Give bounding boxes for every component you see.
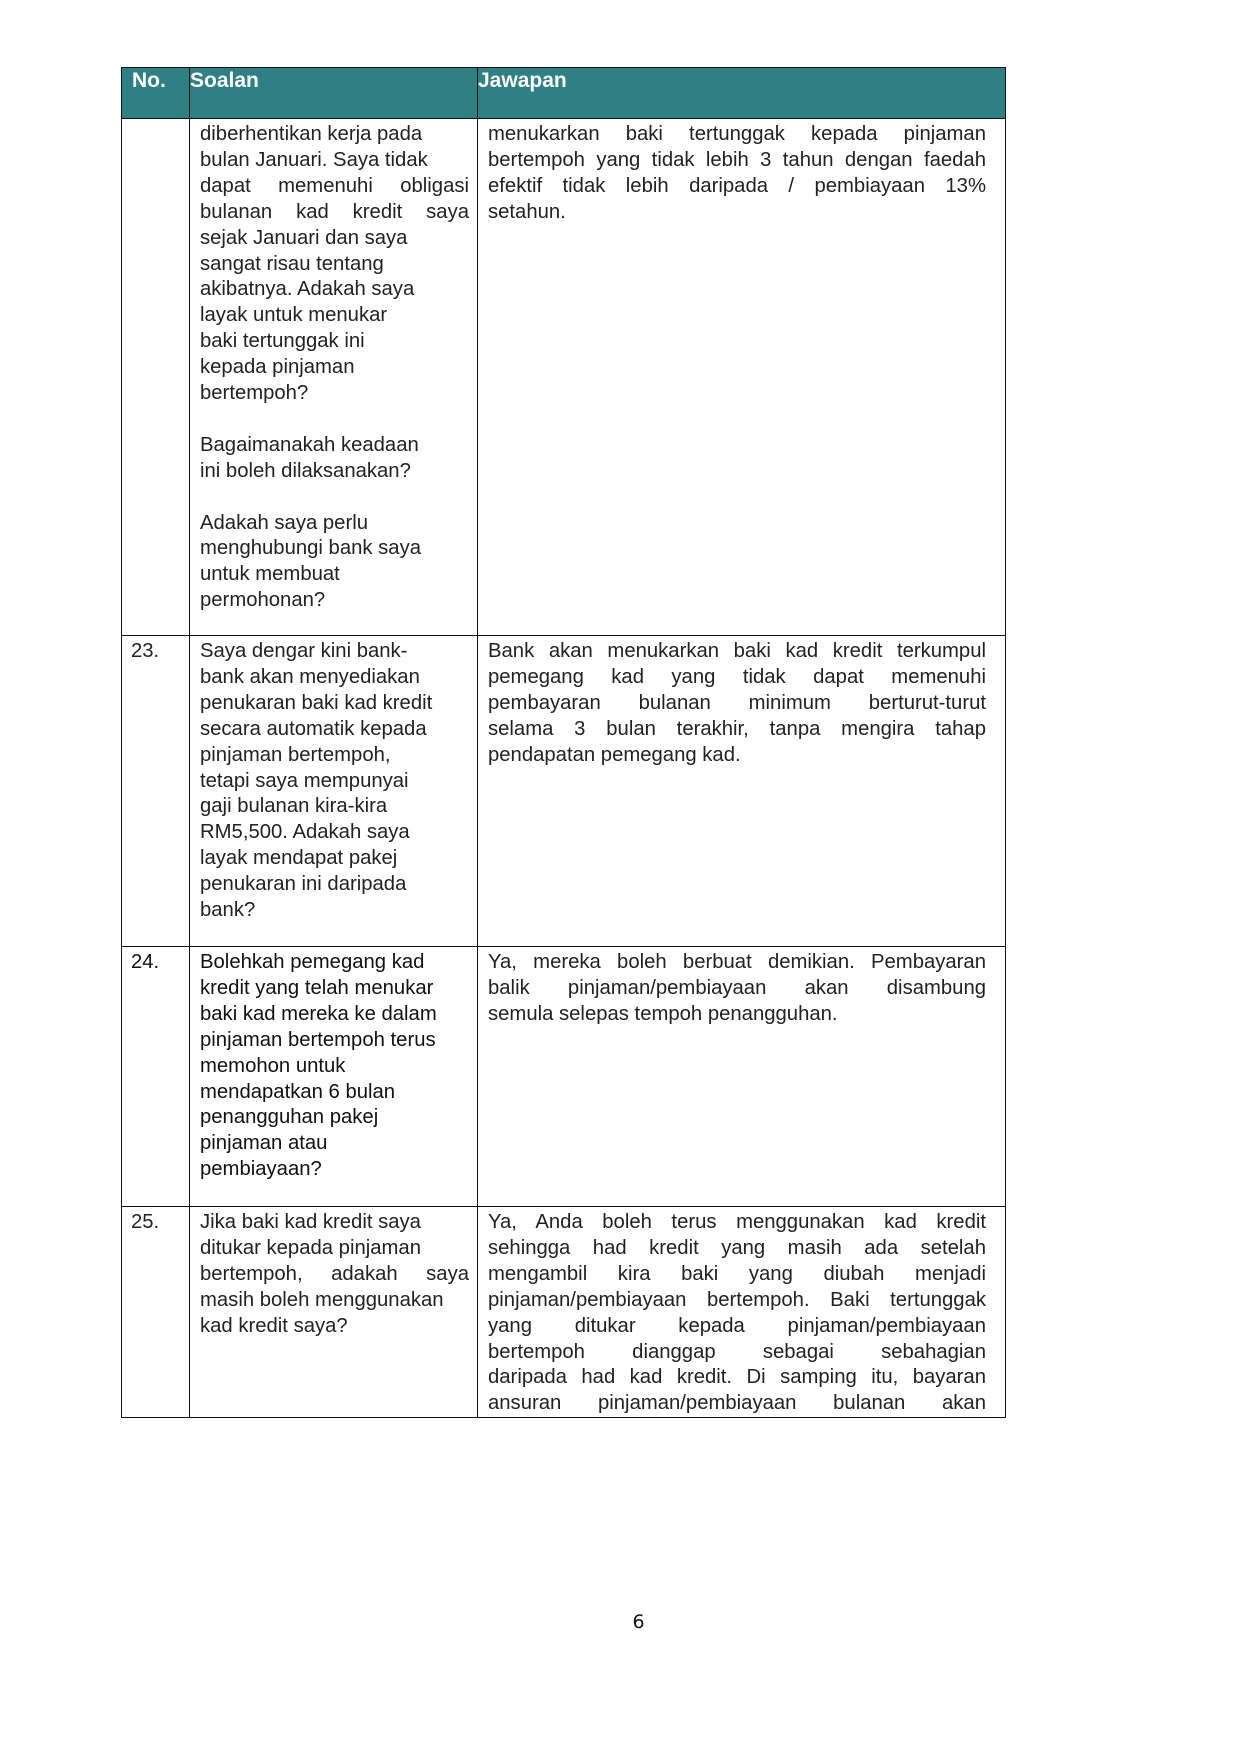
question-line: bulanan kad kredit saya [200, 200, 469, 223]
question-paragraph [200, 950, 469, 1183]
question-line: Bolehkah pemegang kad [200, 951, 425, 973]
answer-cell [478, 636, 1006, 947]
question-line: permohonan? [200, 589, 326, 612]
question-line: untuk membuat [200, 563, 340, 586]
answer-line: selama 3 bulan terakhir, tanpa mengira tahap [488, 717, 986, 740]
question-cell [190, 947, 478, 1207]
answer-line: sehingga had kredit yang masih ada setelah [488, 1236, 986, 1259]
question-line: baki tertunggak ini [200, 330, 365, 353]
column-header-no: No. [122, 68, 190, 119]
question-line: kredit yang telah menukar [200, 976, 434, 999]
answer-line: bertempoh dianggap sebagai sebahagian [488, 1340, 986, 1363]
answer-line: setahun. [488, 200, 566, 223]
table-row [122, 119, 1006, 636]
question-line: ini boleh dilaksanakan? [200, 459, 411, 482]
question-line: Adakah saya perlu [200, 511, 368, 534]
answer-line: pendapatan pemegang kad. [488, 743, 741, 766]
question-line: pembiayaan? [200, 1158, 322, 1181]
answer-line: Ya, Anda boleh terus menggunakan kad kredit [488, 1211, 986, 1233]
row-number: 25. [131, 1211, 160, 1233]
question-line: dapat memenuhi obligasi [200, 174, 469, 197]
answer-line: bertempoh yang tidak lebih 3 tahun dengan faedah [488, 148, 986, 171]
question-line: sangat risau tentang [200, 252, 384, 275]
answer-line: pembayaran bulanan minimum berturut-turut [488, 691, 986, 714]
question-line: secara automatik kepada [200, 717, 427, 740]
row-number-cell [122, 119, 190, 636]
answer-line: Bank akan menukarkan baki kad kredit terkumpul [488, 640, 986, 662]
question-line: diberhentikan kerja pada [200, 123, 423, 145]
table-row [122, 1207, 1006, 1418]
question-line: Bagaimanakah keadaan [200, 433, 419, 456]
answer-text [478, 947, 1005, 1028]
question-line: RM5,500. Adakah saya [200, 821, 410, 844]
table-header-row [122, 68, 1006, 119]
question-line: penangguhan pakej [200, 1106, 379, 1129]
answer-line: mengambil kira baki yang diubah menjadi [488, 1262, 986, 1285]
question-line: penukaran baki kad kredit [200, 691, 433, 714]
question-line: layak mendapat pakej [200, 847, 398, 870]
answer-line: Ya, mereka boleh berbuat demikian. Pembayaran [488, 951, 986, 973]
question-line: bank? [200, 899, 256, 922]
row-number-cell [122, 947, 190, 1207]
answer-line: semula selepas tempoh penangguhan. [488, 1002, 838, 1025]
row-number: 23. [131, 640, 160, 662]
answer-cell [478, 119, 1006, 636]
question-line: akibatnya. Adakah saya [200, 278, 415, 301]
question-line: memohon untuk [200, 1054, 346, 1077]
question-paragraph [200, 122, 469, 407]
answer-line: menukarkan baki tertunggak kepada pinjaman [488, 123, 986, 145]
question-line: pinjaman bertempoh terus [200, 1028, 436, 1051]
column-header-answer: Jawapan [478, 68, 1006, 119]
answer-line: yang ditukar kepada pinjaman/pembiayaan [488, 1314, 986, 1337]
question-line: kad kredit saya? [200, 1314, 348, 1337]
question-line: penukaran ini daripada [200, 873, 407, 896]
question-line: menghubungi bank saya [200, 537, 422, 560]
question-line: bulan Januari. Saya tidak [200, 148, 428, 171]
question-paragraph [200, 433, 469, 485]
row-number [122, 119, 189, 122]
answer-line: daripada had kad kredit. Di samping itu, bayaran [488, 1366, 986, 1389]
question-line: Saya dengar kini bank- [200, 640, 408, 662]
question-paragraph [200, 639, 469, 924]
table-row [122, 636, 1006, 947]
answer-cell [478, 1207, 1006, 1418]
question-line: pinjaman atau [200, 1132, 328, 1155]
answer-line: ansuran pinjaman/pembiayaan bulanan akan [488, 1392, 986, 1415]
page-number: 6 [632, 1611, 645, 1633]
question-line: bank akan menyediakan [200, 665, 420, 688]
answer-text [478, 119, 1005, 226]
question-line: bertempoh, adakah saya [200, 1262, 469, 1285]
question-line: ditukar kepada pinjaman [200, 1236, 421, 1259]
answer-line: pinjaman/pembiayaan bertempoh. Baki tertunggak [488, 1288, 986, 1311]
question-line: kepada pinjaman [200, 356, 355, 379]
question-cell [190, 636, 478, 947]
question-paragraph [200, 511, 469, 615]
question-cell [190, 1207, 478, 1418]
row-number-cell [122, 1207, 190, 1418]
answer-text [478, 1207, 1005, 1417]
question-line: layak untuk menukar [200, 304, 388, 327]
question-line: tetapi saya mempunyai [200, 769, 409, 792]
question-line: baki kad mereka ke dalam [200, 1002, 437, 1025]
question-line: sejak Januari dan saya [200, 226, 408, 249]
question-paragraph [200, 1210, 469, 1340]
answer-line: efektif tidak lebih daripada / pembiayaan 13% [488, 174, 986, 197]
question-cell [190, 119, 478, 636]
answer-cell [478, 947, 1006, 1207]
answer-text [478, 636, 1005, 769]
faq-table [121, 67, 1006, 1418]
answer-line: balik pinjaman/pembiayaan akan disambung [488, 976, 986, 999]
table-row [122, 947, 1006, 1207]
row-number-cell [122, 636, 190, 947]
answer-line: pemegang kad yang tidak dapat memenuhi [488, 665, 986, 688]
column-header-question: Soalan [190, 68, 478, 119]
question-line: mendapatkan 6 bulan [200, 1080, 396, 1103]
question-line: Jika baki kad kredit saya [200, 1211, 421, 1233]
question-line: bertempoh? [200, 382, 309, 405]
question-line: gaji bulanan kira-kira [200, 795, 388, 818]
question-line: pinjaman bertempoh, [200, 743, 391, 766]
row-number: 24. [131, 951, 160, 973]
question-line: masih boleh menggunakan [200, 1288, 444, 1311]
